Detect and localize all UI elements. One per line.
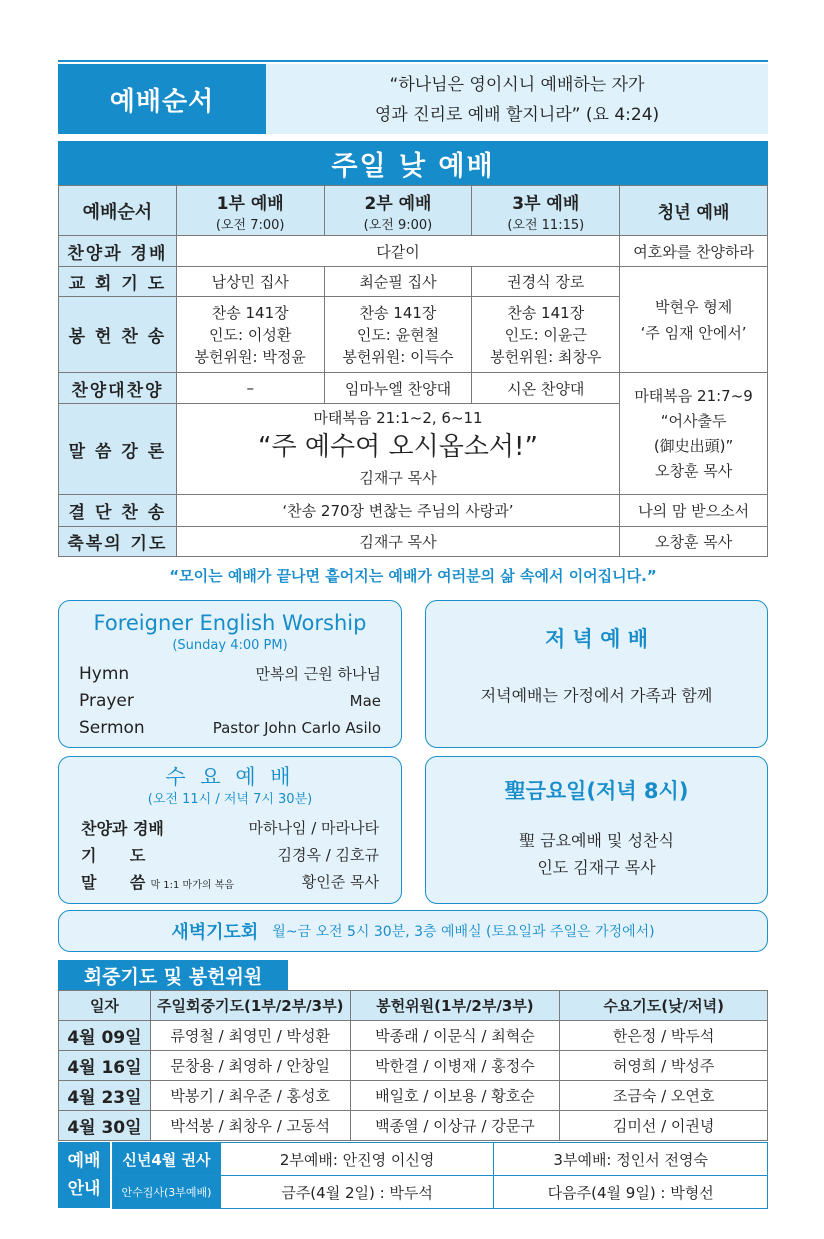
choir-first: –: [176, 373, 324, 404]
col-third: 3부 예배 (오전 11:15): [472, 186, 620, 236]
guide-row1-label: 신년4월 권사: [113, 1143, 221, 1176]
english-time: (Sunday 4:00 PM): [172, 638, 288, 653]
sunday-order-table: [58, 185, 768, 557]
dawn-text: 월~금 오전 5시 30분, 3층 예배실 (토요일과 주일은 가정에서): [272, 924, 655, 940]
offering-second: 찬송 141장 인도: 윤현철 봉헌위원: 이득수: [324, 297, 472, 373]
offering-youth: 박현우 형제 ‘주 임재 안에서’: [620, 267, 768, 373]
duty-header: 주일회중기도(1부/2부/3부): [150, 991, 350, 1021]
duty-header: 수요기도(낮/저녁): [560, 991, 768, 1021]
table-row: 4월 09일 류영철 / 최영민 / 박성환 박종래 / 이문식 / 최혁순 한은정 / 박두석: [59, 1021, 768, 1051]
row-blessing-label: 축복의 기도: [59, 527, 177, 557]
guide-table: [112, 1142, 768, 1209]
row-prayer-label: 교 회 기 도: [59, 267, 177, 297]
friday-worship-card: [425, 756, 768, 904]
sunday-service-title: 주일 낮 예배: [58, 141, 768, 185]
decision-youth: 나의 맘 받으소서: [620, 495, 768, 527]
col-youth: 청년 예배: [620, 186, 768, 236]
table-row: 4월 30일 박석봉 / 최창우 / 고동석 백종열 / 이상규 / 강문구 김미선 / 이권녕: [59, 1111, 768, 1141]
offering-third: 찬송 141장 인도: 이윤근 봉헌위원: 최창우: [472, 297, 620, 373]
closing-note: “모이는 예배가 끝나면 흩어지는 예배가 여러분의 삶 속에서 이어집니다.”: [169, 567, 657, 585]
sermon-title: “주 예수여 오시옵소서!”: [258, 432, 538, 462]
wednesday-time: (오전 11시 / 저녁 7시 30분): [147, 792, 313, 807]
guide-row1-a: 2부예배: 안진영 이신영: [220, 1143, 494, 1176]
quote-line-1: “하나님은 영이시니 예배하는 자가: [389, 75, 645, 95]
english-worship-card: [58, 600, 402, 748]
duty-table: [58, 990, 768, 1141]
blessing-all: 김재구 목사: [176, 527, 619, 557]
top-divider: [58, 60, 768, 62]
col-order: 예배순서: [59, 186, 177, 236]
english-title: Foreigner English Worship: [93, 611, 367, 635]
prayer-first: 남상민 집사: [176, 267, 324, 297]
prayer-second: 최순필 집사: [324, 267, 472, 297]
guide-row2-a: 금주(4월 2일) : 박두석: [220, 1176, 494, 1209]
duty-section-title: 회중기도 및 봉헌위원: [58, 960, 288, 990]
table-row: 4월 23일 박봉기 / 최우준 / 홍성호 배일호 / 이보용 / 황호순 조금숙 / 오연호: [59, 1081, 768, 1111]
choir-third: 시온 찬양대: [472, 373, 620, 404]
friday-text: 聖 금요예배 및 성찬식 인도 김재구 목사: [519, 831, 674, 877]
duty-header: 일자: [59, 991, 151, 1021]
friday-title: 聖금요일(저녁 8시): [504, 779, 689, 803]
wednesday-row: 말 씀 막 1:1 마가의 복음 황인준 목사: [81, 873, 379, 892]
praise-youth: 여호와를 찬양하라: [620, 236, 768, 267]
praise-all: 다같이: [176, 236, 619, 267]
quote-line-2: 영과 진리로 예배 할지니라” (요 4:24): [374, 105, 660, 125]
sermon-preacher: 김재구 목사: [359, 469, 437, 487]
blessing-youth: 오창훈 목사: [620, 527, 768, 557]
english-row: Hymn 만복의 근원 하나님: [79, 664, 381, 684]
wednesday-row: 찬양과 경배 마하나임 / 마라나타: [81, 819, 379, 838]
sermon-main: [176, 404, 619, 495]
row-offering-label: 봉 헌 찬 송: [59, 297, 177, 373]
guide-label: 예배 안내: [58, 1142, 110, 1208]
dawn-title: 새벽기도회: [171, 922, 259, 943]
guide-row2-label: 안수집사(3부예배): [113, 1176, 221, 1209]
table-row: 4월 16일 문창용 / 최영하 / 안창일 박한결 / 이병재 / 홍정수 허영희 / 박성주: [59, 1051, 768, 1081]
page-title: 예배순서: [58, 64, 266, 134]
wednesday-row: 기 도 김경옥 / 김호규: [81, 846, 379, 865]
col-second: 2부 예배 (오전 9:00): [324, 186, 472, 236]
offering-first: 찬송 141장 인도: 이성환 봉헌위원: 박정윤: [176, 297, 324, 373]
row-sermon-label: 말 씀 강 론: [59, 404, 177, 495]
evening-text: 저녁예배는 가정에서 가족과 함께: [480, 686, 713, 705]
wednesday-worship-card: [58, 756, 402, 904]
english-row: Sermon Pastor John Carlo Asilo: [79, 718, 381, 738]
evening-title: 저 녁 예 배: [544, 627, 649, 651]
scripture-quote: [266, 64, 768, 134]
row-choir-label: 찬양대찬양: [59, 373, 177, 404]
choir-second: 임마누엘 찬양대: [324, 373, 472, 404]
wednesday-title: 수 요 예 배: [165, 765, 295, 789]
evening-worship-card: [425, 600, 768, 748]
guide-row2-b: 다음주(4월 9일) : 박형선: [494, 1176, 768, 1209]
sermon-passage: 마태복음 21:1~2, 6~11: [313, 409, 483, 427]
row-decision-label: 결 단 찬 송: [59, 495, 177, 527]
row-praise-label: 찬양과 경배: [59, 236, 177, 267]
decision-all: ‘찬송 270장 변찮는 주님의 사랑과’: [176, 495, 619, 527]
english-row: Prayer Mae: [79, 691, 381, 711]
sermon-youth: 마태복음 21:7~9 “어사출두 (御史出頭)” 오창훈 목사: [620, 373, 768, 495]
dawn-prayer-bar: [58, 910, 768, 952]
guide-row1-b: 3부예배: 정인서 전영숙: [494, 1143, 768, 1176]
prayer-third: 권경식 장로: [472, 267, 620, 297]
col-first: 1부 예배 (오전 7:00): [176, 186, 324, 236]
duty-header: 봉헌위원(1부/2부/3부): [350, 991, 560, 1021]
